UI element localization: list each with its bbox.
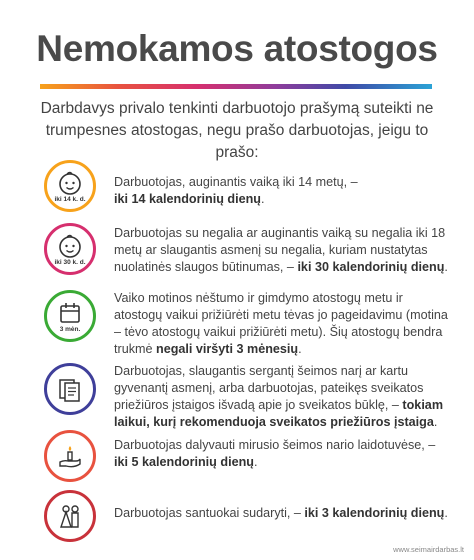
item-text-plain: Darbuotojas santuokai sudaryti, – (114, 506, 301, 520)
item-text-after: . (298, 342, 302, 356)
item-text-plain: Darbuotojas, slaugantis sergantį šeimos narį ar kartu gyvenantį asmenį, arba darbuotojas, pateikęs sveikatos priežiūros įstaigos išvadą apie jo sveikatos būklę, – (114, 364, 424, 412)
item-badge (44, 160, 96, 212)
item-badge (44, 490, 96, 542)
item-text-plain: Darbuotojas dalyvauti mirusio šeimos nario laidotuvėse, – (114, 438, 436, 452)
candle-hand-icon (56, 443, 84, 471)
document-icon (56, 376, 84, 404)
item-badge (44, 290, 96, 342)
badge-label: iki 14 k. d. (54, 196, 86, 203)
badge-label: iki 30 k. d. (54, 259, 86, 266)
item-text-after: . (444, 506, 448, 520)
calendar-icon (56, 299, 84, 327)
item-text (114, 290, 449, 358)
item-text-bold: iki 5 kalendorinių dienų (114, 455, 254, 469)
footer-url: www.seimairdarbas.lt (393, 545, 464, 554)
item-text-plain: Vaiko motinos nėštumo ir gimdymo atostogų metu ir atostogų vaikui prižiūrėti metu tėvas jo pageidavimu (motina – tėvo atostogų vaikui prižiūrėti metu). Šių atostogų bendra trukmė (114, 291, 448, 356)
item-text-bold: iki 30 kalendorinių dienų (297, 260, 445, 274)
item-text (114, 505, 449, 522)
item-badge (44, 223, 96, 275)
item-badge (44, 363, 96, 415)
item-text-plain: Darbuotojas, auginantis vaiką iki 14 metų, – (114, 175, 358, 189)
item-text (114, 174, 449, 208)
item-text-plain: Darbuotojas su negalia ar auginantis vaiką su negalia iki 18 metų ar slaugantis asmenį su negalia, kuriam nustatytas nuolatinės slaugos būtinumas, – (114, 226, 446, 274)
item-text-bold: iki 14 kalendorinių dienų (114, 192, 261, 206)
intro-text: Darbdavys privalo tenkinti darbuotojo prašymą suteikti ne trumpesnes atostogas, negu prašo darbuotojas, jeigu to prašo: (40, 100, 434, 161)
item-text-after: . (444, 260, 448, 274)
item-text-after: . (253, 455, 258, 469)
item-text-bold: iki 3 kalendorinių dienų (304, 506, 445, 520)
item-text (114, 225, 449, 276)
item-text-bold: tokiam laikui, kurį rekomenduoja sveikatos priežiūros įstaiga (114, 398, 444, 429)
wedding-couple-icon (56, 503, 84, 531)
badge-label: 3 mėn. (59, 326, 81, 333)
item-text-after: . (260, 192, 265, 206)
item-text-bold: negali viršyti 3 mėnesių (156, 342, 299, 356)
item-text (114, 437, 449, 471)
baby-face-icon (56, 232, 84, 260)
page-title: Nemokamos atostogos (36, 28, 438, 69)
rainbow-divider (40, 84, 432, 89)
item-badge (44, 430, 96, 482)
item-text-after: . (433, 415, 438, 429)
baby-face-icon (56, 169, 84, 197)
item-text (114, 363, 449, 431)
